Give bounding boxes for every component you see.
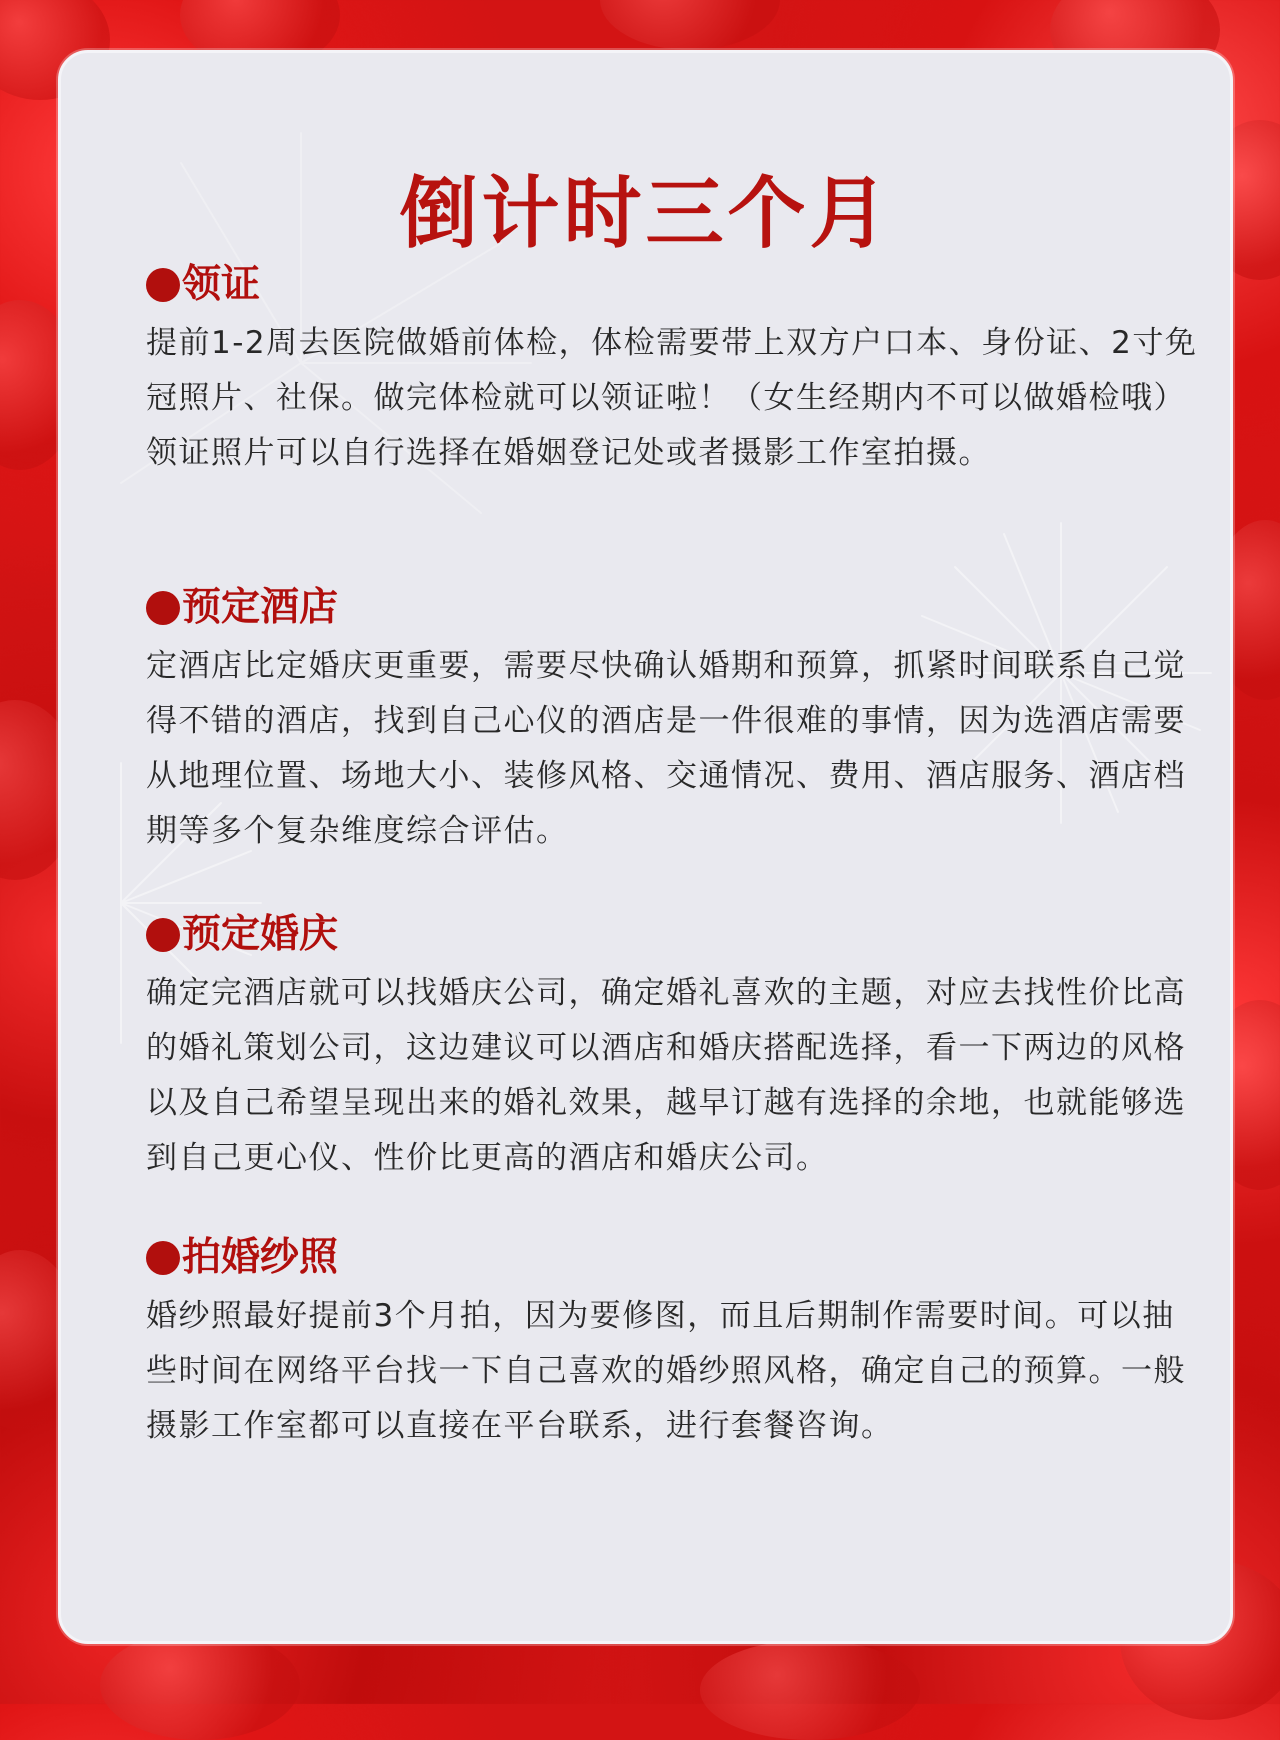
section-heading-text: 领证: [182, 262, 261, 307]
section-heading-text: 预定酒店: [182, 585, 339, 630]
section-heading-text: 预定婚庆: [182, 912, 339, 957]
section-heading-text: 拍婚纱照: [182, 1235, 339, 1280]
section-wedding-planner: [146, 912, 1206, 1186]
page-title: 倒计时三个月: [399, 169, 892, 259]
content-card: [58, 50, 1233, 1644]
bullet-dot-icon: [146, 918, 180, 952]
section-hotel: [146, 585, 1206, 859]
bullet-dot-icon: [146, 1241, 180, 1275]
section-body: 定酒店比定婚庆更重要，需要尽快确认婚期和预算，抓紧时间联系自己觉得不错的酒店，找到自己心仪的酒店是一件很难的事情，因为选酒店需要从地理位置、场地大小、装修风格、交通情况、费用、酒店服务、酒店档期等多个复杂维度综合评估。: [146, 648, 1186, 849]
section-body: 婚纱照最好提前3个月拍，因为要修图，而且后期制作需要时间。可以抽些时间在网络平台找一下自己喜欢的婚纱照风格，确定自己的预算。一般摄影工作室都可以直接在平台联系，进行套餐咨询。: [146, 1298, 1186, 1444]
bullet-dot-icon: [146, 591, 180, 625]
section-heading: [146, 912, 1206, 957]
section-body: 提前1-2周去医院做婚前体检，体检需要带上双方户口本、身份证、2寸免冠照片、社保。做完体检就可以领证啦！（女生经期内不可以做婚检哦）领证照片可以自行选择在婚姻登记处或者摄影工作室拍摄。: [146, 325, 1198, 471]
section-heading: [146, 262, 1206, 307]
bullet-dot-icon: [146, 268, 180, 302]
section-wedding-photo: [146, 1235, 1206, 1454]
section-heading: [146, 1235, 1206, 1280]
section-heading: [146, 585, 1206, 630]
section-body: 确定完酒店就可以找婚庆公司，确定婚礼喜欢的主题，对应去找性价比高的婚礼策划公司，这边建议可以酒店和婚庆搭配选择，看一下两边的风格以及自己希望呈现出来的婚礼效果，越早订越有选择的余地，也就能够选到自己更心仪、性价比更高的酒店和婚庆公司。: [146, 975, 1186, 1176]
section-license: [146, 262, 1206, 481]
